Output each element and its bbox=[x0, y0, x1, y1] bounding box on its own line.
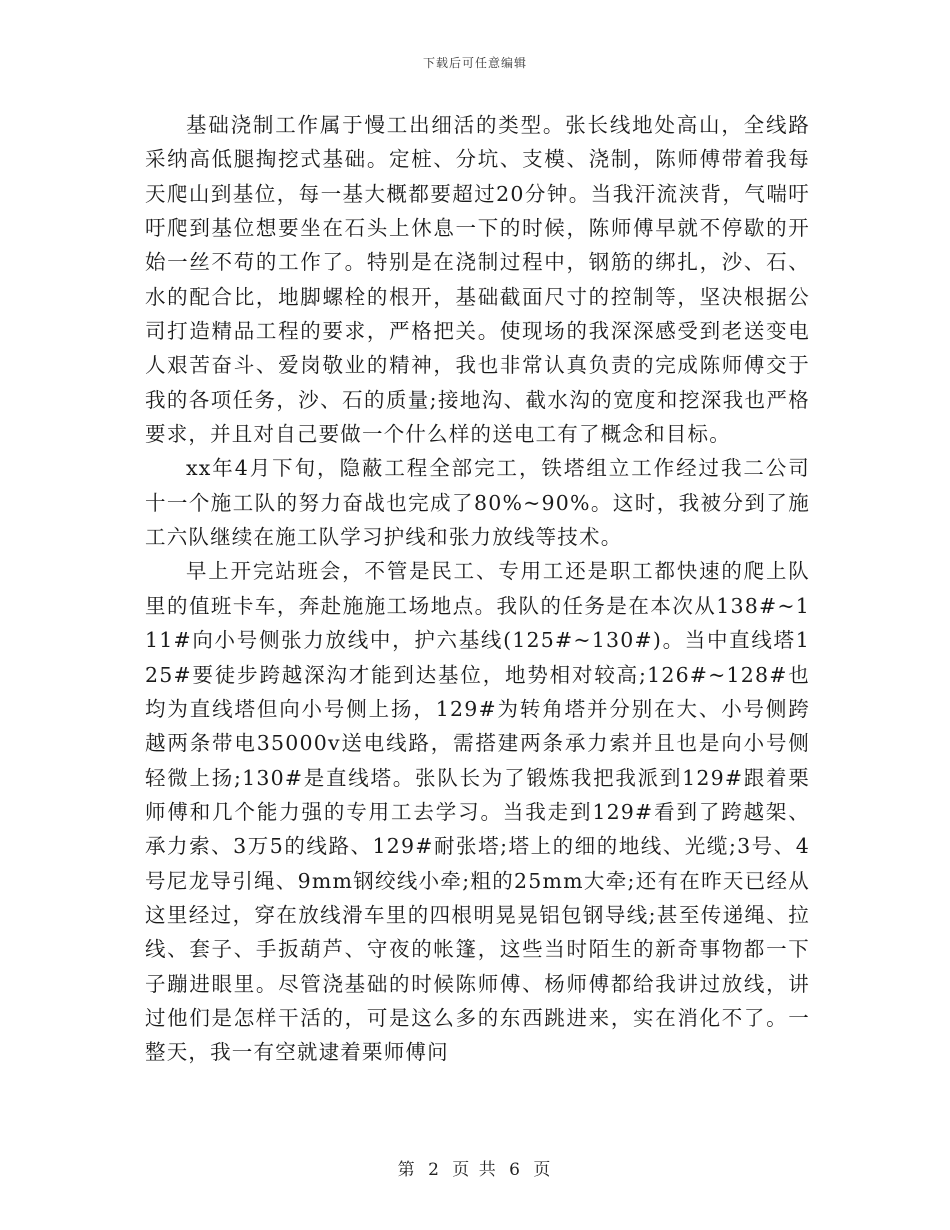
document-body bbox=[145, 108, 810, 1070]
page-footer bbox=[0, 1155, 950, 1180]
header-note: 下载后可任意编辑 bbox=[422, 56, 527, 70]
footer-total-pages: 6 bbox=[509, 1160, 522, 1180]
footer-middle: 页 共 bbox=[452, 1160, 498, 1180]
page-header bbox=[0, 54, 950, 71]
footer-suffix: 页 bbox=[533, 1160, 553, 1180]
footer-current-page: 2 bbox=[428, 1160, 441, 1180]
paragraph-2: xx年4月下旬，隐蔽工程全部完工，铁塔组立工作经过我二公司十一个施工队的努力奋战也完成了80%~90%。这时，我被分到了施工六队继续在施工队学习护线和张力放线等技术。 bbox=[145, 456, 810, 550]
footer-prefix: 第 bbox=[397, 1160, 417, 1180]
paragraph-1: 基础浇制工作属于慢工出细活的类型。张长线地处高山，全线路采纳高低腿掏挖式基础。定桩、分坑、支模、浇制，陈师傅带着我每天爬山到基位，每一基大概都要超过20分钟。当我汗流浃背，气喘吁吁爬到基位想要坐在石头上休息一下的时候，陈师傅早就不停歇的开始一丝不苟的工作了。特别是在浇制过程中，钢筋的绑扎，沙、石、水的配合比，地脚螺栓的根开，基础截面尺寸的控制等，坚决根据公司打造精品工程的要求，严格把关。使现场的我深深感受到老送变电人艰苦奋斗、爱岗敬业的精神，我也非常认真负责的完成陈师傅交于我的各项任务，沙、石的质量;接地沟、截水沟的宽度和挖深我也严格要求，并且对自己要做一个什么样的送电工有了概念和目标。 bbox=[145, 113, 810, 447]
paragraph-3: 早上开完站班会，不管是民工、专用工还是职工都快速的爬上队里的值班卡车，奔赴施施工场地点。我队的任务是在本次从138#~111#向小号侧张力放线中，护六基线(125#~130#)。当中直线塔125#要徒步跨越深沟才能到达基位，地势相对较高;126#~128#也均为直线塔但向小号侧上扬，129#为转角塔并分别在大、小号侧跨越两条带电35000v送电线路，需搭建两条承力索并且也是向小号侧轻微上扬;130#是直线塔。张队长为了锻炼我把我派到129#跟着栗师傅和几个能力强的专用工去学习。当我走到129#看到了跨越架、承力索、3万5的线路、129#耐张塔;塔上的细的地线、光缆;3号、4号尼龙导引绳、9mm钢绞线小牵;粗的25mm大牵;还有在昨天已经从这里经过，穿在放线滑车里的四根明晃晃铝包钢导线;甚至传递绳、拉线、套子、手扳葫芦、守夜的帐篷，这些当时陌生的新奇事物都一下子蹦进眼里。尽管浇基础的时候陈师傅、杨师傅都给我讲过放线，讲过他们是怎样干活的，可是这么多的东西跳进来，实在消化不了。一整天，我一有空就逮着栗师傅问 bbox=[145, 559, 810, 1065]
